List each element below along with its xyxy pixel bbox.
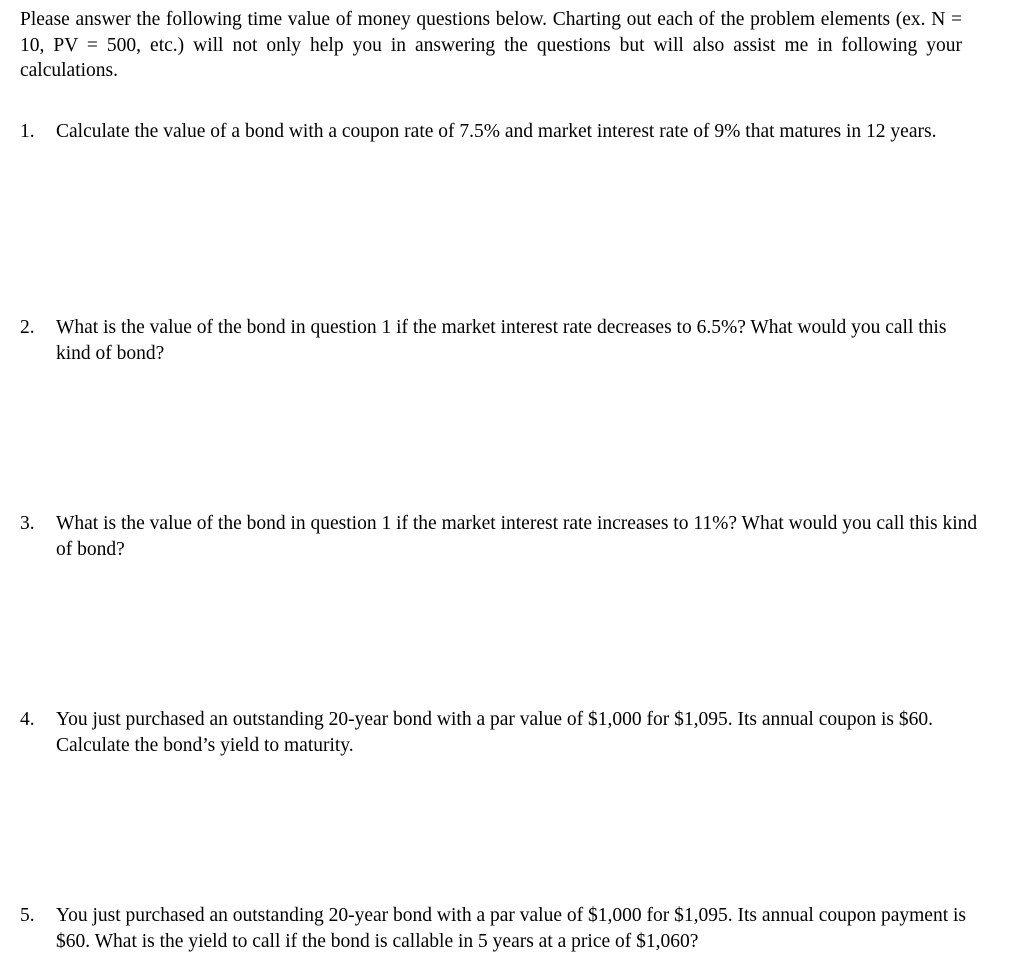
question-2	[20, 315, 980, 366]
question-text: You just purchased an outstanding 20-year bond with a par value of $1,000 for $1,095. Its annual coupon is $60. Calculate the bond’s yield to maturity.	[56, 709, 933, 756]
question-number: 5.	[20, 905, 35, 926]
question-text: What is the value of the bond in question 1 if the market interest rate increases to 11%? What would you call this kind of bond?	[56, 513, 978, 560]
question-5	[20, 903, 980, 954]
question-3	[20, 511, 980, 562]
question-text: What is the value of the bond in question 1 if the market interest rate decreases to 6.5%? What would you call this kind of bond?	[56, 317, 947, 364]
question-1	[20, 119, 980, 145]
intro-paragraph	[20, 7, 962, 84]
question-number: 2.	[20, 317, 35, 338]
question-text: You just purchased an outstanding 20-year bond with a par value of $1,000 for $1,095. Its annual coupon payment is $60. What is the yield to call if the bond is callable in 5 years at a price of $1,060?	[56, 905, 967, 952]
question-text: Calculate the value of a bond with a coupon rate of 7.5% and market interest rate of 9% that matures in 12 years.	[56, 121, 937, 142]
intro-text: Please answer the following time value of money questions below. Charting out each of the problem elements (ex. N = 10, PV = 500, etc.) will not only help you in answering the questions but will also assist me in following your calculations.	[20, 9, 962, 81]
question-4	[20, 707, 980, 758]
question-number: 4.	[20, 709, 35, 730]
question-number: 1.	[20, 121, 35, 142]
question-number: 3.	[20, 513, 35, 534]
